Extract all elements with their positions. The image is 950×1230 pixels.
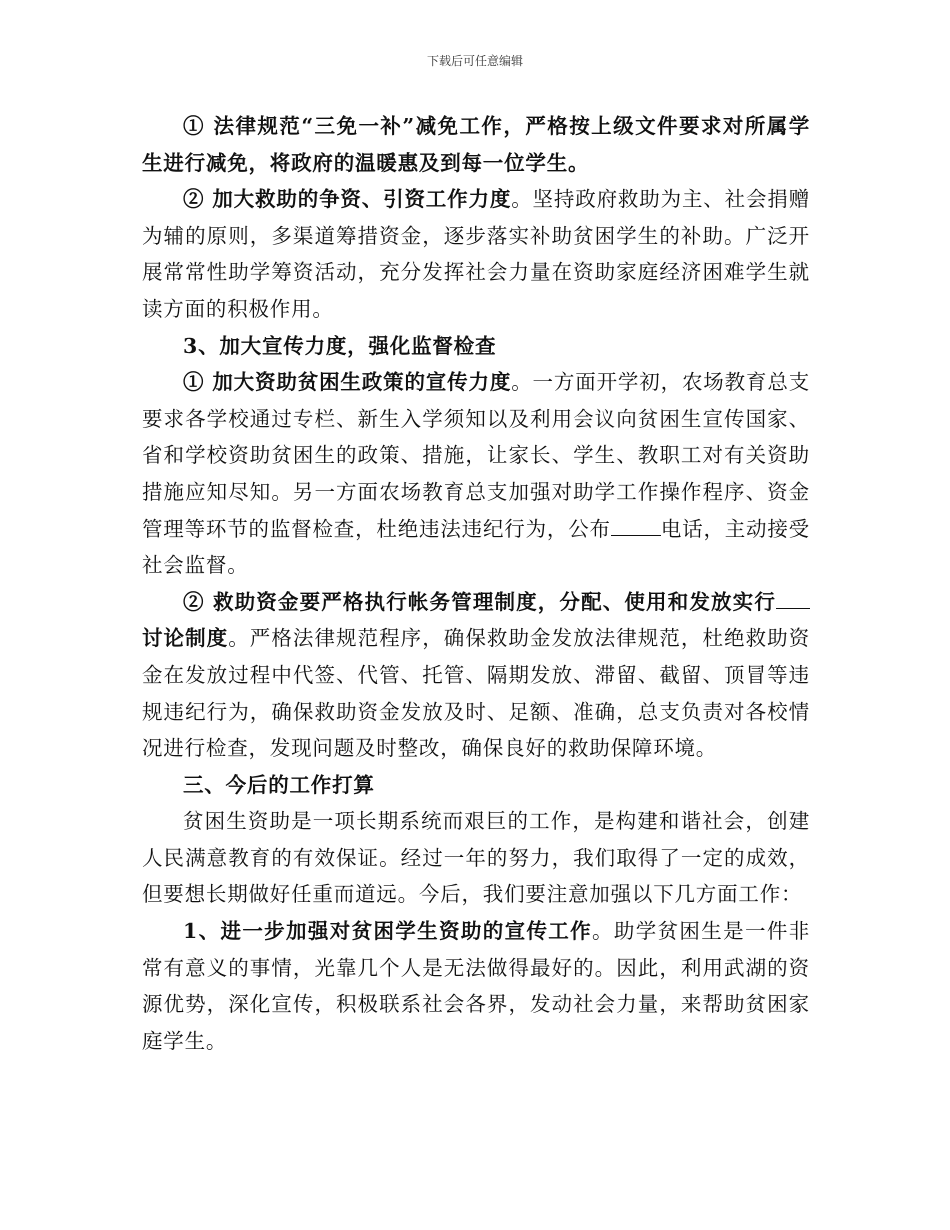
document-body bbox=[142, 108, 810, 1059]
paragraph-future-intro bbox=[142, 803, 810, 913]
page-header: 下载后可任意编辑 bbox=[426, 54, 523, 68]
paragraph-heading: 3、加大宣传力度，强化监督检查 bbox=[183, 333, 497, 358]
fill-in-blank bbox=[776, 590, 810, 609]
paragraph-text-continued: 电话，主动接受社会监督。 bbox=[142, 516, 810, 578]
paragraph-heading-continued: 讨论制度 bbox=[142, 626, 229, 651]
paragraph-heading: 三、今后的工作打算 bbox=[183, 772, 375, 797]
section-heading-future-plans bbox=[142, 767, 810, 804]
paragraph-heading: ② 加大救助的争资、引资工作力度 bbox=[183, 187, 512, 212]
paragraph-exemption bbox=[142, 108, 810, 181]
paragraph-heading: ① 法律规范“三免一补”减免工作，严格按上级文件要求对所属学生进行减免，将政府的温暖惠及到每一位学生。 bbox=[142, 114, 810, 175]
paragraph-text: 。坚持政府救助为主、社会捐赠为辅的原则，多渠道筹措资金，逐步落实补助贫困学生的补助。广泛开展常常性助学筹资活动，充分发挥社会力量在资助家庭经济困难学生就读方面的积极作用。 bbox=[142, 187, 810, 321]
paragraph-policy-publicity bbox=[142, 364, 810, 584]
paragraph-text: 。一方面开学初，农场教育总支要求各学校通过专栏、新生入学须知以及利用会议向贫困生宣传国家、省和学校资助贫困生的政策、措施，让家长、学生、教职工对有关资助措施应知尽知。另一方面农场教育总支加强对助学工作操作程序、资金管理等环节的监督检查，杜绝违法违纪行为，公布 bbox=[142, 370, 810, 541]
paragraph-strengthen-publicity bbox=[142, 913, 810, 1059]
section-heading-publicity bbox=[142, 328, 810, 365]
paragraph-fund-management bbox=[142, 584, 810, 767]
paragraph-fundraising bbox=[142, 181, 810, 327]
paragraph-text: 。严格法律规范程序，确保救助金发放法律规范，杜绝救助资金在发放过程中代签、代管、托管、隔期发放、滞留、截留、顶冒等违规违纪行为，确保救助资金发放及时、足额、准确，总支负责对各校情况进行检查，发现问题及时整改，确保良好的救助保障环境。 bbox=[142, 626, 810, 761]
paragraph-heading: ② 救助资金要严格执行帐务管理制度，分配、使用和发放实行 bbox=[183, 589, 776, 614]
fill-in-blank bbox=[611, 517, 661, 536]
paragraph-heading: ① 加大资助贫困生政策的宣传力度 bbox=[183, 370, 512, 395]
paragraph-text: 贫困生资助是一项长期系统而艰巨的工作，是构建和谐社会，创建人民满意教育的有效保证。经过一年的努力，我们取得了一定的成效，但要想长期做好任重而道远。今后，我们要注意加强以下几方面工作： bbox=[142, 809, 810, 907]
paragraph-text: 。助学贫困生是一件非常有意义的事情，光靠几个人是无法做得最好的。因此，利用武湖的资源优势，深化宣传，积极联系社会各界，发动社会力量，来帮助贫困家庭学生。 bbox=[142, 919, 811, 1053]
paragraph-heading: 1、进一步加强对贫困学生资助的宣传工作 bbox=[183, 919, 593, 944]
